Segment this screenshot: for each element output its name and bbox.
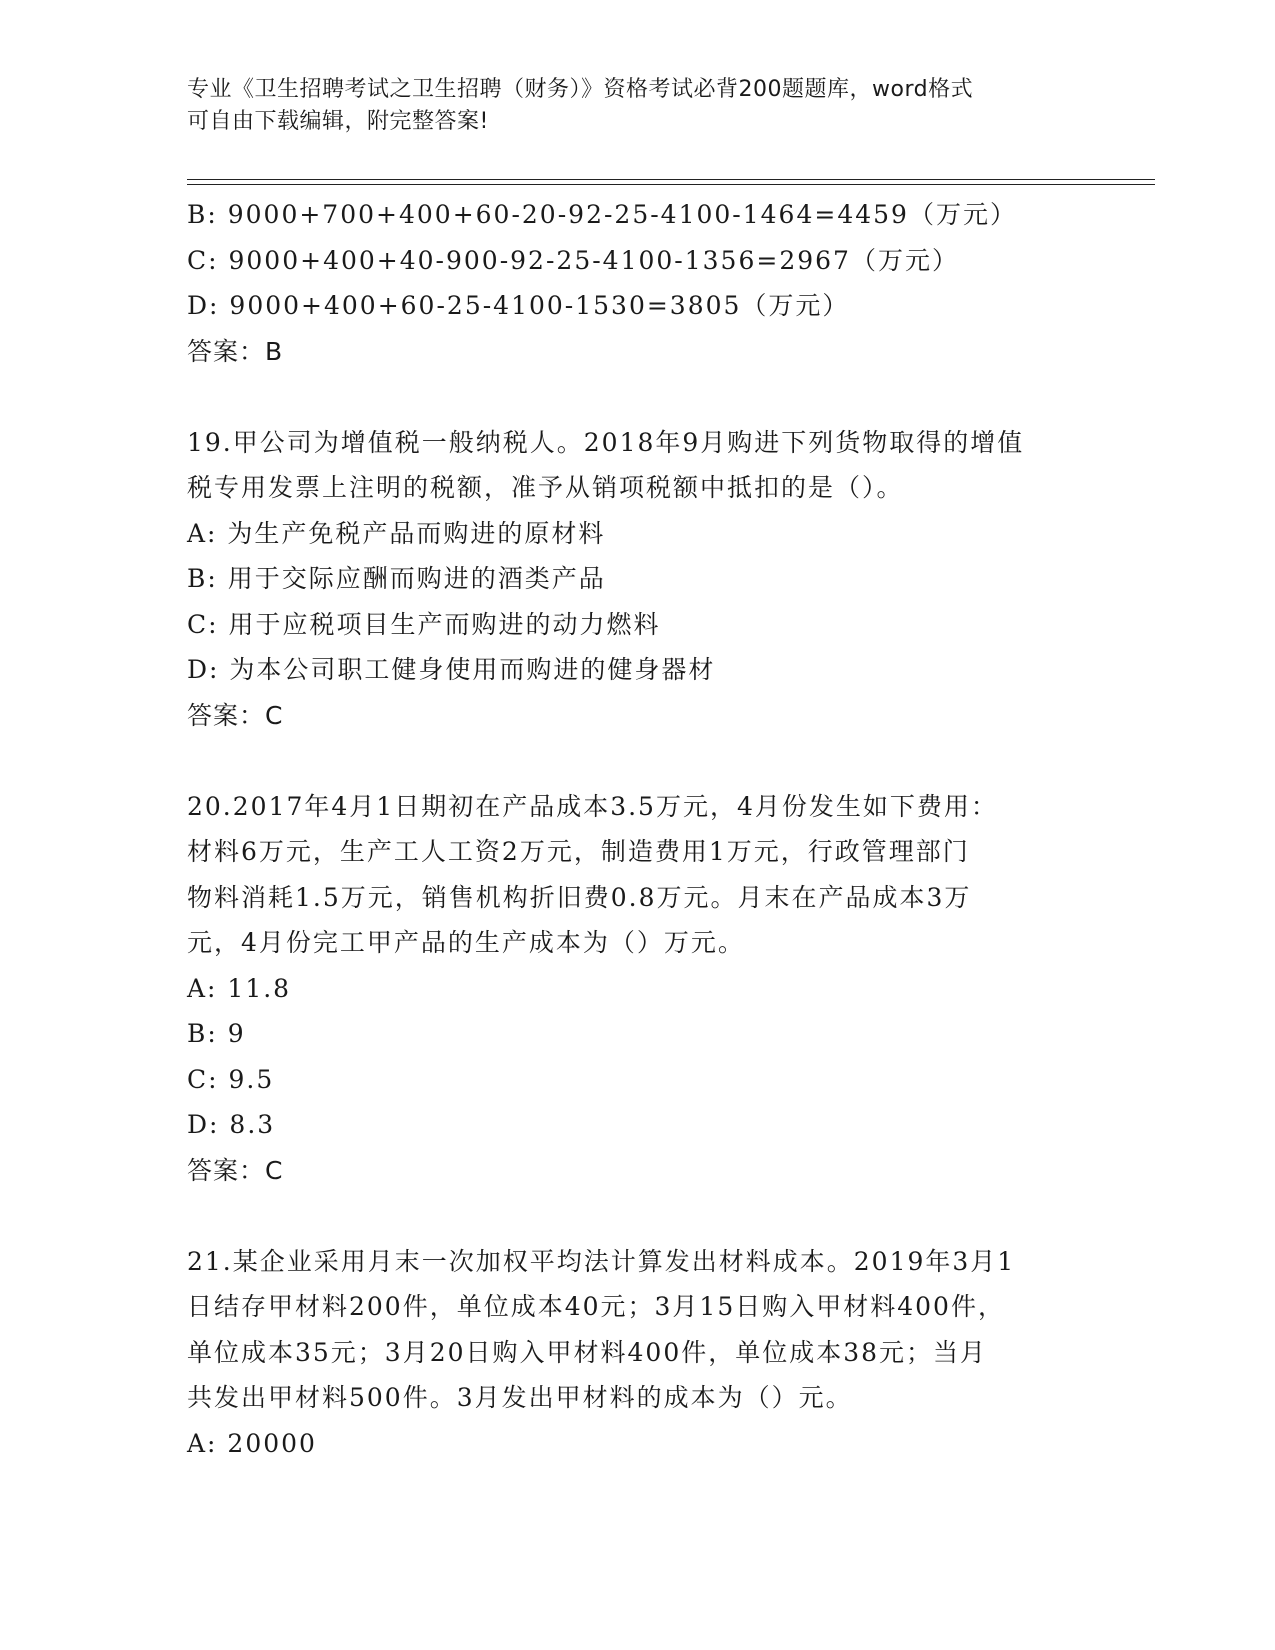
header-divider-top — [187, 179, 1155, 180]
question-stem-line: 物料消耗1.5万元，销售机构折旧费0.8万元。月末在产品成本3万 — [187, 882, 972, 912]
answer-line: 答案：C — [187, 1155, 284, 1185]
spacer — [187, 374, 1087, 420]
option-a: A: 20000 — [187, 1428, 317, 1458]
answer-line: 答案：C — [187, 700, 284, 730]
spacer — [187, 1193, 1087, 1239]
question-stem-line: 单位成本35元；3月20日购入甲材料400件，单位成本38元；当月 — [187, 1337, 988, 1367]
option-b: B: 9 — [187, 1019, 246, 1048]
question-stem-line: 日结存甲材料200件，单位成本40元；3月15日购入甲材料400件， — [187, 1292, 1005, 1321]
header-title-line-2: 可自由下载编辑，附完整答案! — [187, 109, 489, 134]
option-b: B: 9000+700+400+60-20-92-25-4100-1464=4459（万元） — [187, 200, 1017, 229]
document-header — [187, 74, 1087, 138]
spacer — [187, 738, 1087, 784]
option-a: A: 为生产免税产品而购进的原材料 — [187, 518, 606, 548]
option-c: C: 9.5 — [187, 1064, 275, 1094]
option-b: B: 用于交际应酬而购进的酒类产品 — [187, 564, 606, 593]
question-20 — [187, 784, 1087, 1194]
question-stem-line: 21.某企业采用月末一次加权平均法计算发出材料成本。2019年3月1 — [187, 1246, 1016, 1276]
question-stem-line: 税专用发票上注明的税额，准予从销项税额中抵扣的是（）。 — [187, 473, 904, 502]
question-stem-line: 材料6万元，生产工人工资2万元，制造费用1万元，行政管理部门 — [187, 837, 970, 866]
header-divider-bottom — [187, 184, 1155, 185]
option-d: D: 为本公司职工健身使用而购进的健身器材 — [187, 655, 716, 684]
option-c: C: 9000+400+40-900-92-25-4100-1356=2967（万元） — [187, 245, 959, 275]
question-stem-line: 19.甲公司为增值税一般纳税人。2018年9月购进下列货物取得的增值 — [187, 427, 1025, 457]
option-d: D: 9000+400+60-25-4100-1530=3805（万元） — [187, 291, 850, 320]
question-list — [187, 192, 1087, 1466]
question-19 — [187, 420, 1087, 739]
question-21 — [187, 1239, 1087, 1467]
question-stem-line: 元，4月份完工甲产品的生产成本为（）万元。 — [187, 928, 745, 957]
answer-line: 答案：B — [187, 336, 284, 366]
option-a: A: 11.8 — [187, 973, 292, 1003]
question-stem-line: 共发出甲材料500件。3月发出甲材料的成本为（）元。 — [187, 1383, 853, 1412]
question-18-continued — [187, 192, 1087, 374]
option-c: C: 用于应税项目生产而购进的动力燃料 — [187, 609, 661, 639]
header-title-line-1: 专业《卫生招聘考试之卫生招聘（财务）》资格考试必背200题题库，word格式 — [187, 77, 974, 102]
option-d: D: 8.3 — [187, 1110, 276, 1139]
question-stem-line: 20.2017年4月1日期初在产品成本3.5万元，4月份发生如下费用： — [187, 791, 998, 821]
